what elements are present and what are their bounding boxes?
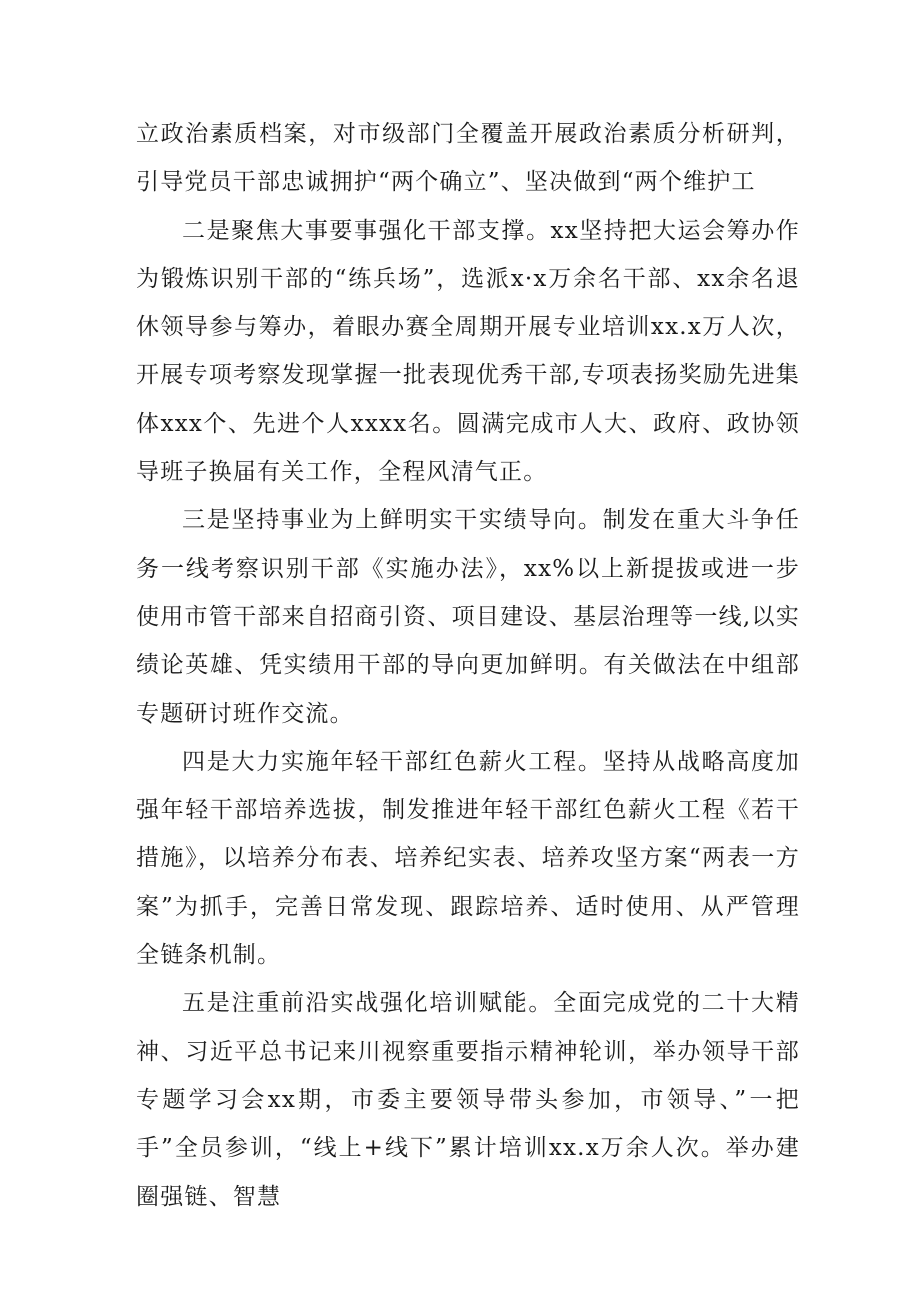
paragraph-5: 五是注重前沿实战强化培训赋能。全面完成党的二十大精神、习近平总书记来川视察重要指示精神轮训，举办领导干部专题学习会xx期，市委主要领导带头参加，市领导、”一把手”全员参训，“线上+线下”累计培训xx.x万余人次。举办建圈强链、智慧 — [136, 990, 800, 1210]
paragraph-4: 四是大力实施年轻干部红色薪火工程。坚持从战略高度加强年轻干部培养选拔，制发推进年轻干部红色薪火工程《若干措施》，以培养分布表、培养纪实表、培养攻坚方案“两表一方案”为抓手，完善日常发现、跟踪培养、适时使用、从严管理全链条机制。 — [136, 748, 800, 969]
paragraph-1: 立政治素质档案，对市级部门全覆盖开展政治素质分析研判，引导党员干部忠诚拥护“两个确立”、坚决做到“两个维护工 — [136, 121, 800, 196]
paragraph-3: 三是坚持事业为上鲜明实干实绩导向。制发在重大斗争任务一线考察识别干部《实施办法》，xx%以上新提拔或进一步使用市管干部来自招商引资、项目建设、基层治理等一线,以实绩论英雄、凭实绩用干部的导向更加鲜明。有关做法在中组部专题研讨班作交流。 — [136, 507, 800, 727]
document-page — [136, 110, 800, 1221]
paragraph-2: 二是聚焦大事要事强化干部支撑。xx坚持把大运会筹办作为锻炼识别干部的“练兵场”，选派x·x万余名干部、xx余名退休领导参与筹办，着眼办赛全周期开展专业培训xx.x万人次，开展专项考察发现掌握一批表现优秀干部,专项表扬奖励先进集体xxx个、先进个人xxxx名。圆满完成市人大、政府、政协领导班子换届有关工作，全程风清气正。 — [136, 217, 800, 486]
